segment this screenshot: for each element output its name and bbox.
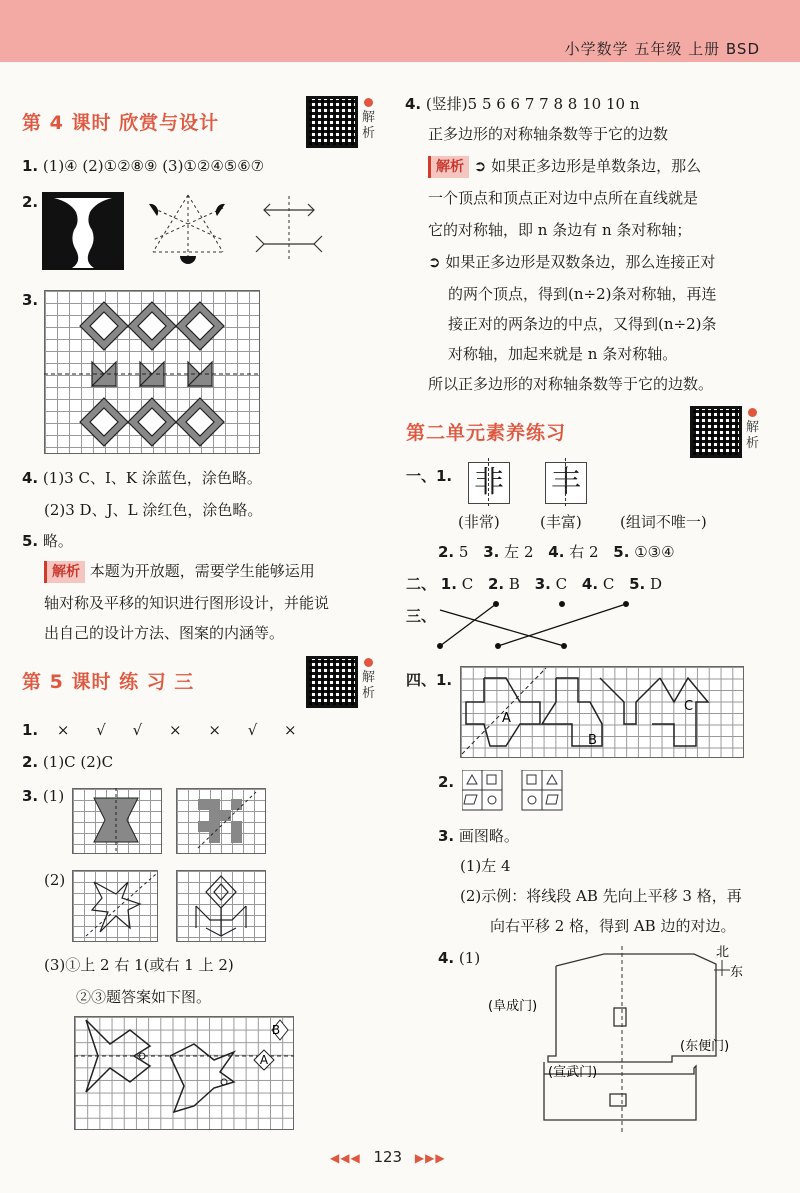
hourglass-shape bbox=[72, 788, 162, 854]
part-label: (1) bbox=[42, 787, 65, 805]
char-box: 丰 bbox=[545, 462, 587, 504]
q-number: 5. bbox=[22, 532, 39, 550]
analysis-text: 所以正多边形的对称轴条数等于它的边数。 bbox=[428, 375, 714, 393]
section-number: 二、 bbox=[406, 575, 437, 593]
qr-code[interactable] bbox=[306, 96, 358, 148]
fish-translation-figure bbox=[74, 1016, 294, 1130]
label-c: C bbox=[684, 699, 694, 714]
left-arrows-icon: ◀◀◀ bbox=[330, 1151, 361, 1165]
q-number: 3. bbox=[22, 291, 39, 309]
u2-s1-num bbox=[406, 466, 452, 486]
u2-s4-shapes bbox=[460, 666, 744, 758]
char-box: 非 bbox=[468, 462, 510, 504]
answer-text: (1)左 4 bbox=[460, 857, 511, 875]
l5-q3-p2: (2) bbox=[44, 871, 66, 889]
l4-q2-num bbox=[22, 192, 38, 212]
answer-text: (竖排)5 5 6 6 7 7 8 8 10 10 n bbox=[425, 95, 640, 113]
answer-text: (2)示例：将线段 AB 先向上平移 3 格，再 bbox=[460, 887, 742, 905]
l4-q5 bbox=[22, 531, 73, 551]
symmetry-axis bbox=[488, 458, 489, 506]
analysis-text: ➲ 如果正多边形是单数条边，那么 bbox=[473, 157, 702, 175]
r-q4-line2: 正多边形的对称轴条数等于它的边数 bbox=[428, 125, 669, 143]
u2-s1-line2 bbox=[438, 542, 675, 562]
q-number: 1. bbox=[440, 575, 457, 593]
l5-q2 bbox=[22, 752, 113, 772]
caption: (非常) bbox=[458, 513, 500, 531]
q-number: 4. bbox=[22, 469, 39, 487]
part-label: (1) bbox=[458, 949, 481, 967]
answer-text: 右 2 bbox=[569, 543, 599, 561]
answer-text: (1)3 C、I、K 涂蓝色，涂色略。 bbox=[42, 469, 262, 487]
section-number: 一、1. bbox=[406, 467, 453, 485]
l4-q4 bbox=[22, 468, 262, 488]
tf-mark: × bbox=[168, 721, 182, 739]
q-number: 4. bbox=[405, 95, 422, 113]
answer-text: ①③④ bbox=[634, 543, 675, 561]
q-number: 1. bbox=[22, 721, 39, 739]
analysis-text: 接正对的两条边的中点，又得到(n÷2)条 bbox=[448, 315, 717, 333]
tf-mark: √ bbox=[96, 721, 106, 739]
q-number: 3. bbox=[483, 543, 500, 561]
header-title: 小学数学 五年级 上册 BSD bbox=[564, 40, 760, 58]
q-number: 3. bbox=[438, 827, 455, 845]
west-gate-label: (阜成门) bbox=[488, 999, 538, 1014]
analysis-text: 一个顶点和顶点正对边中点所在直线就是 bbox=[428, 189, 699, 207]
qr-code[interactable] bbox=[690, 406, 742, 458]
play-icon bbox=[364, 98, 373, 107]
q-number: 2. bbox=[487, 575, 505, 593]
section-number: 四、1. bbox=[406, 671, 453, 689]
answer-text: 5 bbox=[458, 543, 469, 561]
u2-s4-num bbox=[406, 670, 452, 690]
label-a: A bbox=[259, 1053, 269, 1067]
vase-faces-image bbox=[42, 192, 124, 270]
unit2-title: 第二单元素养练习 bbox=[406, 422, 567, 444]
analysis-text: 本题为开放题，需要学生能够运用 bbox=[89, 562, 315, 580]
q-number: 5. bbox=[613, 543, 630, 561]
play-icon bbox=[748, 408, 757, 417]
l4-q3-num bbox=[22, 290, 38, 310]
analysis-tag: 解析 bbox=[44, 561, 85, 583]
analysis-text: 它的对称轴，即 n 条边有 n 条对称轴； bbox=[428, 221, 692, 239]
analysis-text: 的两个顶点，得到(n÷2)条对称轴，再连 bbox=[448, 285, 717, 303]
analysis-tag: 解析 bbox=[428, 156, 469, 178]
l4-analysis-line2: 轴对称及平移的知识进行图形设计，并能说 bbox=[44, 594, 330, 612]
tf-mark: × bbox=[284, 721, 297, 739]
l4-analysis-line3: 出自己的设计方法、图案的内涵等。 bbox=[44, 624, 285, 642]
tf-mark: × bbox=[56, 721, 70, 739]
matching-lines bbox=[434, 598, 634, 654]
qr-label[interactable]: 解析 bbox=[362, 670, 376, 701]
shape-cards bbox=[462, 770, 572, 812]
answer-text: C bbox=[602, 575, 615, 593]
right-arrows-icon: ▶▶▶ bbox=[414, 1151, 446, 1165]
q3-pattern-shapes bbox=[44, 290, 260, 454]
l4-q4-line2: (2)3 D、J、L 涂红色，涂色略。 bbox=[44, 501, 263, 519]
q-number: 3. bbox=[534, 575, 551, 593]
u2-s4-q2 bbox=[438, 772, 454, 792]
r-analysis-line1 bbox=[428, 156, 701, 178]
play-icon bbox=[364, 658, 373, 667]
q-number: 4. bbox=[438, 949, 455, 967]
page-number: 123 bbox=[373, 1148, 403, 1166]
answer-text: (1)C (2)C bbox=[42, 753, 114, 771]
q-number: 5. bbox=[629, 575, 646, 593]
tf-mark: √ bbox=[132, 721, 143, 739]
lesson5-title: 第 5 课时 练 习 三 bbox=[22, 671, 195, 693]
north-label: 北 bbox=[716, 945, 730, 960]
q-number: 4. bbox=[548, 543, 565, 561]
analysis-text: 对称轴，加起来就是 n 条对称轴。 bbox=[448, 345, 678, 363]
tf-mark: √ bbox=[247, 721, 258, 739]
east-gate-label: (东便门) bbox=[680, 1039, 730, 1054]
lesson4-title: 第 4 课时 欣赏与设计 bbox=[22, 112, 220, 134]
page-footer bbox=[330, 1148, 446, 1166]
answer-text: 画图略。 bbox=[458, 827, 519, 845]
answer-text: D bbox=[650, 575, 663, 593]
answer-text: 左 2 bbox=[504, 543, 534, 561]
qr-code[interactable] bbox=[306, 656, 358, 708]
q-number: 2. bbox=[22, 193, 39, 211]
l5-q3-p3-line2: ②③题答案如下图。 bbox=[76, 988, 212, 1006]
section-number: 三、 bbox=[406, 607, 437, 625]
east-label: 东 bbox=[730, 965, 744, 980]
l5-q1 bbox=[22, 720, 297, 740]
flower-shape bbox=[176, 870, 266, 942]
u2-s4-q3 bbox=[438, 826, 519, 846]
leaf-shape bbox=[72, 870, 158, 942]
u2-s4-q4 bbox=[438, 948, 480, 968]
u2-s2 bbox=[406, 574, 662, 594]
q-number: 1. bbox=[22, 157, 39, 175]
u2-s3-num bbox=[406, 606, 436, 626]
answer-text: C bbox=[461, 575, 474, 593]
answer-text: (1)④ (2)①②⑧⑨ (3)①②④⑤⑥⑦ bbox=[42, 157, 265, 175]
l4-q1 bbox=[22, 156, 264, 176]
answer-text: B bbox=[508, 575, 520, 593]
q-number: 4. bbox=[581, 575, 599, 593]
caption: (丰富) bbox=[540, 513, 582, 531]
l4-analysis-line1 bbox=[44, 561, 315, 583]
answer-text: 略。 bbox=[42, 532, 73, 550]
analysis-text: ➲ 如果正多边形是双数条边，那么连接正对 bbox=[428, 253, 716, 271]
label-b: B bbox=[588, 733, 597, 748]
answer-text: 向右平移 2 格，得到 AB 边的对边。 bbox=[490, 917, 736, 935]
city-map bbox=[484, 944, 784, 1134]
q-number: 2. bbox=[22, 753, 39, 771]
l5-q3-p3-line1: (3)①上 2 右 1(或右 1 上 2) bbox=[44, 956, 234, 974]
triangle-symmetry-figure bbox=[143, 190, 233, 272]
caption: (组词不唯一) bbox=[620, 513, 707, 531]
south-gate-label: (宣武门) bbox=[548, 1065, 598, 1080]
label-b: B bbox=[271, 1023, 281, 1037]
staircase-shape bbox=[176, 788, 266, 854]
q-number: 3. bbox=[22, 787, 39, 805]
l5-q3 bbox=[22, 786, 64, 806]
qr-label[interactable]: 解析 bbox=[746, 420, 760, 451]
symmetry-axis bbox=[565, 458, 566, 506]
q-number: 2. bbox=[438, 773, 455, 791]
arrow-symmetry-figure bbox=[250, 196, 328, 262]
q-number: 2. bbox=[438, 543, 455, 561]
r-q4 bbox=[405, 94, 640, 114]
qr-label[interactable]: 解析 bbox=[362, 110, 376, 141]
label-a: A bbox=[502, 711, 511, 726]
tf-mark: × bbox=[208, 721, 221, 739]
answer-text: C bbox=[555, 575, 568, 593]
